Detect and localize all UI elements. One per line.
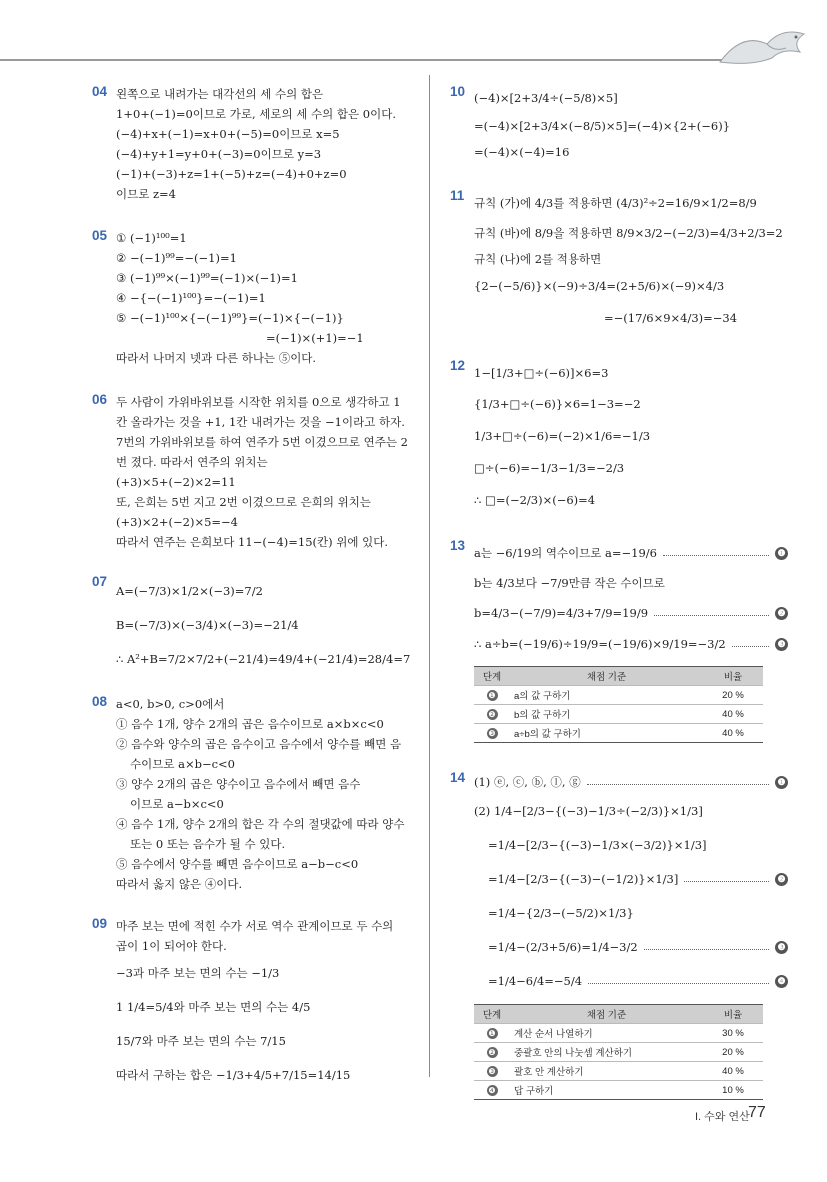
text-line: 또, 은희는 5번 지고 2번 이겼으므로 은희의 위치는	[116, 495, 371, 509]
math-line: 1/3+□÷(−6)=(−2)×1/6=−1/3	[474, 429, 651, 443]
text-line: 이므로 z=4	[116, 187, 176, 201]
math-line: B=(−7/3)×(−3/4)×(−3)=−21/4	[116, 618, 299, 632]
problem-number: 07	[92, 574, 108, 589]
step-marker: ❶	[775, 776, 788, 789]
text-line: ④ −{−(−1)¹⁰⁰}=−(−1)=1	[116, 291, 266, 305]
math-line: =1/4−(2/3+5/6)=1/4−3/2 ❸	[474, 930, 788, 964]
text-line: ③ (−1)⁹⁹×(−1)⁹⁹=(−1)×(−1)=1	[116, 271, 298, 285]
text-line: 번 졌다. 따라서 연주의 위치는	[116, 455, 268, 469]
math-line: 따라서 구하는 합은 −1/3+4/5+7/15=14/15	[116, 1068, 351, 1082]
step-marker: ❷	[775, 607, 788, 620]
math-line: A=(−7/3)×1/2×(−3)=7/2	[116, 584, 263, 598]
text-line: 7번의 가위바위보를 하여 연주가 5번 이겼으므로 연주는 2	[116, 435, 408, 449]
math-line: 1−[1/3+□÷(−6)]×6=3	[474, 366, 609, 380]
math-line: 15/7와 마주 보는 면의 수는 7/15	[116, 1034, 286, 1048]
problem-number: 06	[92, 392, 108, 407]
math-line: a는 −6/19의 역수이므로 a=−19/6 ❶	[474, 538, 788, 568]
math-line: ∴ A²+B=7/2×7/2+(−21/4)=49/4+(−21/4)=28/4=7	[116, 652, 411, 666]
page-number: 77	[748, 1104, 766, 1121]
step-marker: ❸	[775, 941, 788, 954]
problem-number: 11	[450, 188, 465, 203]
step-marker: ❸	[775, 638, 788, 651]
grading-table: 단계 채점 기준 비율 ❶ 계산 순서 나열하기 30 % ❷ 중괄호 안의 나눗셈 계산하기 20 % ❸ 괄호 안 계산하기 40 % ❹ 답 구하기 10 %	[474, 1004, 763, 1100]
math-line: (−4)×[2+3/4÷(−5/8)×5]	[474, 91, 618, 105]
math-line: (2) 1/4−[2/3−{(−3)−1/3÷(−2/3)}×1/3]	[474, 804, 703, 818]
math-line: b=4/3−(−7/9)=4/3+7/9=19/9 ❷	[474, 598, 788, 628]
text-line: 따라서 나머지 넷과 다른 하나는 ⑤이다.	[116, 351, 317, 365]
text-line: 칸 올라가는 것을 +1, 1칸 내려가는 것을 −1이라고 하자.	[116, 415, 405, 429]
step-marker: ❷	[775, 873, 788, 886]
text-line: 두 사람이 가위바위보를 시작한 위치를 0으로 생각하고 1	[116, 395, 401, 409]
text-line: (−1)+(−3)+z=1+(−5)+z=(−4)+0+z=0	[116, 167, 347, 181]
text-line: ② 음수와 양수의 곱은 음수이고 음수에서 양수를 빼면 음	[116, 737, 402, 751]
grading-table: 단계 채점 기준 비율 ❶ a의 값 구하기 20 % ❷ b의 값 구하기 40 % ❸ a÷b의 값 구하기 40 %	[474, 666, 763, 743]
table-row: ❶ 계산 순서 나열하기 30 %	[474, 1024, 763, 1043]
text-line: 수이므로 a×b−c<0	[130, 757, 235, 771]
text-line: ④ 음수 1개, 양수 2개의 합은 각 수의 절댓값에 따라 양수	[116, 817, 405, 831]
text-line: =(−1)×(+1)=−1	[266, 331, 364, 345]
text-line: ⑤ 음수에서 양수를 빼면 음수이므로 a−b−c<0	[116, 857, 359, 871]
math-line: {2−(−5/6)}×(−9)÷3/4=(2+5/6)×(−9)×4/3	[474, 279, 725, 293]
math-line: =1/4−6/4=−5/4 ❹	[474, 964, 788, 998]
text-line: a<0, b>0, c>0에서	[116, 697, 225, 711]
table-row: ❸ 괄호 안 계산하기 40 %	[474, 1062, 763, 1081]
text-line: 따라서 연주는 은희보다 11−(−4)=15(칸) 위에 있다.	[116, 535, 389, 549]
text-line: ① 음수 1개, 양수 2개의 곱은 음수이므로 a×b×c<0	[116, 717, 384, 731]
math-line: □÷(−6)=−1/3−1/3=−2/3	[474, 461, 625, 475]
problem-number: 05	[92, 228, 108, 243]
math-line: 규칙 (가)에 4/3를 적용하면 (4/3)²÷2=16/9×1/2=8/9	[474, 196, 757, 210]
math-line: 1 1/4=5/4와 마주 보는 면의 수는 4/5	[116, 1000, 311, 1014]
math-line: ∴ a÷b=(−19/6)÷19/9=(−19/6)×9/19=−3/2 ❸	[474, 628, 788, 660]
text-line: ⑤ −(−1)¹⁰⁰×{−(−1)⁹⁹}=(−1)×{−(−1)}	[116, 311, 344, 325]
problem-number: 09	[92, 916, 108, 931]
math-line: =1/4−{2/3−(−5/2)×1/3}	[488, 906, 634, 920]
text-line: 왼쪽으로 내려가는 대각선의 세 수의 합은	[116, 87, 324, 101]
text-line: 1+0+(−1)=0이므로 가로, 세로의 세 수의 합은 0이다.	[116, 107, 396, 121]
problem-number: 10	[450, 84, 466, 99]
text-line: ② −(−1)⁹⁹=−(−1)=1	[116, 251, 237, 265]
problem-number: 04	[92, 84, 108, 99]
text-line: ③ 양수 2개의 곱은 양수이고 음수에서 빼면 음수	[116, 777, 361, 791]
text-line: (+3)×2+(−2)×5=−4	[116, 515, 238, 529]
text-line: 따라서 옳지 않은 ④이다.	[116, 877, 243, 891]
math-line: {1/3+□÷(−6)}×6=1−3=−2	[474, 397, 641, 411]
step-marker: ❹	[775, 975, 788, 988]
header-rule	[0, 59, 730, 61]
answer-line: (1) ⓔ, ⓒ, ⓑ, ⓛ, ⓖ ❶	[474, 770, 788, 794]
math-line: =1/4−[2/3−{(−3)−(−1/2)}×1/3] ❷	[474, 862, 788, 896]
math-line: b는 4/3보다 −7/9만큼 작은 수이므로	[474, 576, 665, 590]
table-row: ❷ 중괄호 안의 나눗셈 계산하기 20 %	[474, 1043, 763, 1062]
text-line: (−4)+x+(−1)=x+0+(−5)=0이므로 x=5	[116, 127, 340, 141]
column-divider	[429, 75, 430, 1077]
problem-number: 13	[450, 538, 466, 553]
text-line: 곱이 1이 되어야 한다.	[116, 939, 227, 953]
dragon-illustration	[712, 22, 812, 70]
chapter-label: I. 수와 연산	[695, 1111, 750, 1123]
step-marker: ❶	[775, 547, 788, 560]
math-line: =(−4)×[2+3/4×(−8/5)×5]=(−4)×{2+(−6)}	[474, 119, 731, 133]
math-line: =(−4)×(−4)=16	[474, 145, 570, 159]
text-line: ① (−1)¹⁰⁰=1	[116, 231, 187, 245]
table-row: ❷ b의 값 구하기 40 %	[474, 705, 763, 724]
text-line: (+3)×5+(−2)×2=11	[116, 475, 236, 489]
table-row: ❶ a의 값 구하기 20 %	[474, 686, 763, 705]
table-row: ❸ a÷b의 값 구하기 40 %	[474, 724, 763, 743]
table-row: ❹ 답 구하기 10 %	[474, 1081, 763, 1100]
math-line: ∴ □=(−2/3)×(−6)=4	[474, 493, 596, 507]
problem-number: 14	[450, 770, 466, 785]
math-line: =1/4−[2/3−{(−3)−1/3×(−3/2)}×1/3]	[488, 838, 707, 852]
text-line: 규칙 (나)에 2를 적용하면	[474, 252, 602, 266]
text-line: 또는 0 또는 음수가 될 수 있다.	[130, 837, 286, 851]
text-line: 이므로 a−b×c<0	[130, 797, 224, 811]
math-line: =−(17/6×9×4/3)=−34	[604, 311, 738, 325]
problem-number: 08	[92, 694, 108, 709]
math-line: 규칙 (바)에 8/9을 적용하면 8/9×3/2−(−2/3)=4/3+2/3=2	[474, 226, 783, 240]
text-line: (−4)+y+1=y+0+(−3)=0이므로 y=3	[116, 147, 322, 161]
problem-number: 12	[450, 358, 466, 373]
text-line: 마주 보는 면에 적힌 수가 서로 역수 관계이므로 두 수의	[116, 919, 394, 933]
math-line: −3과 마주 보는 면의 수는 −1/3	[116, 966, 280, 980]
